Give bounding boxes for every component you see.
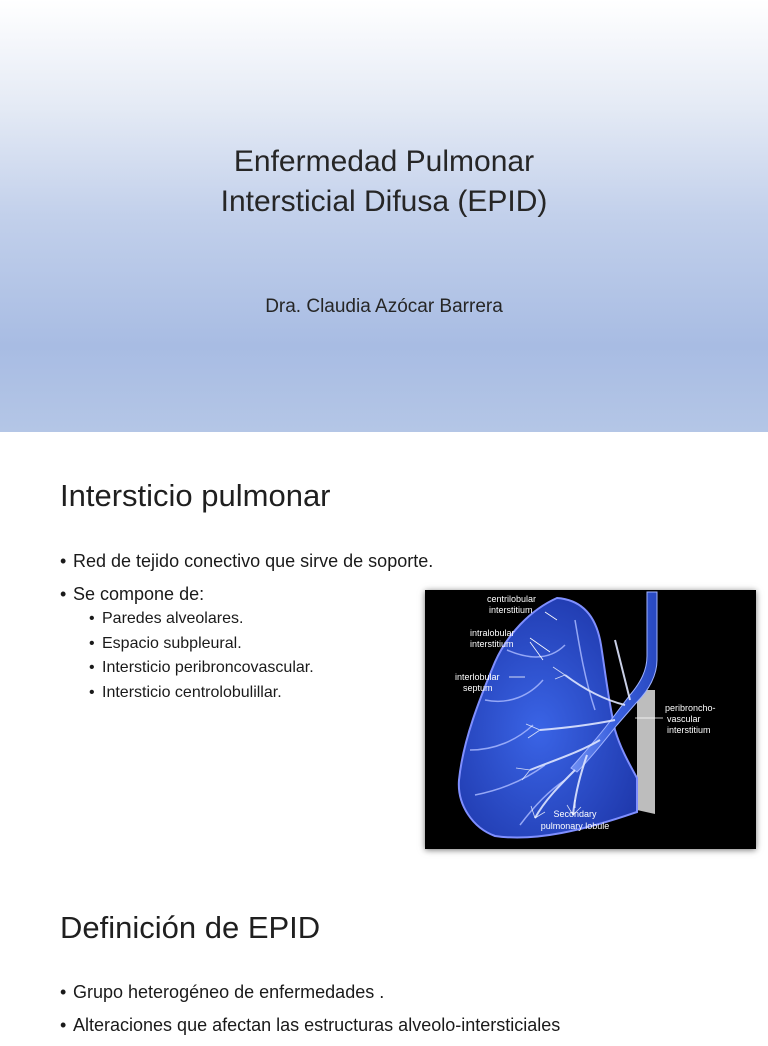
sub-bullet-item: • Intersticio peribroncovascular.	[89, 658, 433, 678]
definition-slide	[0, 876, 768, 1035]
label-peribroncho-3: interstitium	[667, 725, 711, 735]
label-lobule-1: Secondary	[553, 809, 597, 819]
bullet-item: • Red de tejido conectivo que sirve de soporte.	[60, 549, 433, 573]
label-peribroncho-2: vascular	[667, 714, 701, 724]
label-lobule-2: pulmonary lobule	[540, 821, 610, 831]
bullet-item-with-children	[60, 582, 433, 703]
title-line-1: Enfermedad Pulmonar	[233, 145, 535, 178]
sub-bullet-list	[89, 609, 433, 703]
slide-heading: Intersticio pulmonar	[60, 478, 331, 513]
bullet-text: Se compone de:	[73, 584, 205, 604]
author-name: Dra. Claudia Azócar Barrera	[265, 296, 503, 317]
bullet-item: • Grupo heterogéneo de enfermedades .	[60, 980, 560, 1004]
label-centrilobular-1: centrilobular	[487, 594, 537, 604]
title-slide	[0, 0, 768, 432]
label-centrilobular-2: interstitium	[489, 605, 533, 615]
title-line-2: Intersticial Difusa (EPID)	[220, 185, 548, 218]
sub-bullet-item: • Paredes alveolares.	[89, 609, 433, 629]
bullet-item: • Alteraciones que afectan las estructuras alveolo-intersticiales	[60, 1013, 560, 1037]
label-intralobular-1: intralobular	[470, 628, 515, 638]
label-peribroncho-1: peribroncho-	[665, 703, 716, 713]
slide-heading: Definición de EPID	[60, 910, 321, 945]
lung-interstitium-illustration	[425, 590, 756, 849]
lung-diagram	[425, 590, 756, 849]
sub-bullet-item: • Espacio subpleural.	[89, 634, 433, 654]
label-intralobular-2: interstitium	[470, 639, 514, 649]
slide-title	[0, 142, 768, 222]
slide-divider	[0, 432, 768, 444]
interstitium-slide	[0, 444, 768, 876]
label-interlobular-2: septum	[463, 683, 493, 693]
chest-wall-shape	[637, 690, 655, 814]
bullet-list	[60, 549, 433, 712]
sub-bullet-item: • Intersticio centrolobulillar.	[89, 683, 433, 703]
bullet-list	[60, 980, 560, 1046]
label-interlobular-1: interlobular	[455, 672, 500, 682]
